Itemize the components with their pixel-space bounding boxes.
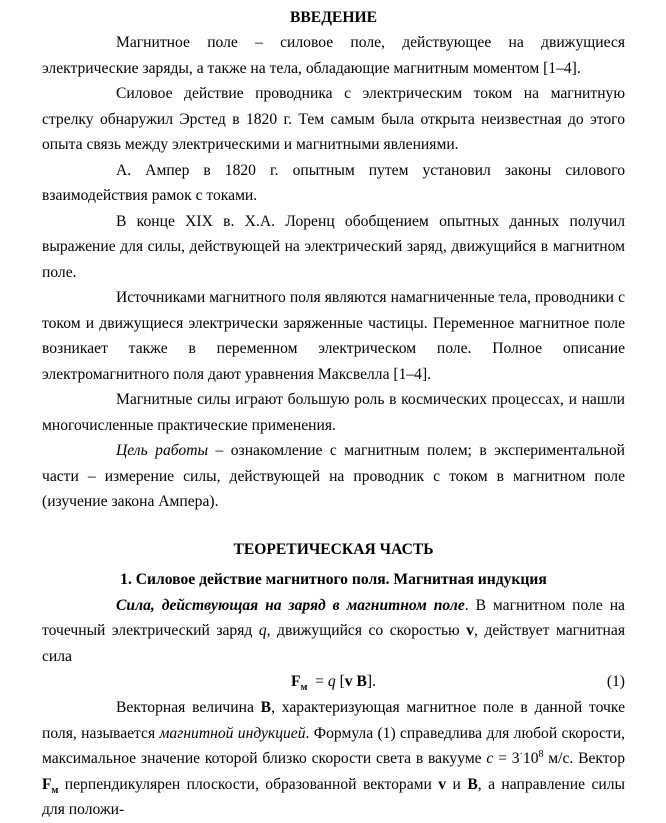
formula-1 [42, 669, 625, 695]
force-term: Сила, действующая на заряд в магнитном поле [116, 596, 465, 614]
theory-paragraph-2: Векторная величина B, характеризующая магнитное поле в данной точке поля, называется магнитной индукцией. Формула (1) справедлива для любой скорости, максимальное значение которой близко скорости света в вакууме $c = 3^\cdot 10^8$ м/с. Вектор $F_м$ перпендикулярен плоскости, образованной векторами v и B, а направление силы для положи- [42, 699, 626, 818]
intro-paragraph-goal [42, 438, 625, 515]
theory-paragraph-1: Сила, действующая на заряд в магнитном поле. В магнитном поле на точечный электрический заряд q, движущийся со скоростью v, действует магнитная сила [42, 596, 625, 665]
section-heading: 1. Силовое действие магнитного поля. Магнитная индукция [120, 570, 547, 588]
var-q: q [258, 622, 267, 639]
magnetic-induction-term: магнитной индукцией [159, 724, 306, 742]
intro-paragraph-6: Магнитные силы играют большую роль в космических процессах, и нашли многочисленные практические применения. [42, 391, 625, 434]
formula-expression: $F_м = q$ [v B]. [291, 673, 376, 694]
intro-paragraph-2: Силовое действие проводника с электрическим током на магнитную стрелку обнаружил Эрстед в 1820 г. Тем самым была открыта неизвестная до этого опыта связь между электрическими и магнитными явлениями. [42, 85, 625, 153]
intro-paragraph-3: А. Ампер в 1820 г. опытным путем установил законы силового взаимодействия рамок с токами. [42, 161, 625, 204]
theory-heading: ТЕОРЕТИЧЕСКАЯ ЧАСТЬ [233, 540, 434, 558]
goal-text: – ознакомление с магнитным полем; в экспериментальной части – измерение силы, действующей на проводник с током в магнитном поле (изучение закона Ампера). [42, 442, 625, 510]
intro-paragraph-1: Магнитное поле – силовое поле, действующее на движущиеся электрические заряды, а также на тела, обладающие магнитным моментом [1–4]. [42, 34, 625, 77]
var-v: v [466, 622, 474, 639]
intro-heading: ВВЕДЕНИЕ [290, 9, 377, 26]
formula-number: (1) [606, 673, 625, 690]
intro-paragraph-5: Источниками магнитного поля являются намагниченные тела, проводники с током и движущиеся электрически заряженные частицы. Переменное магнитное поле возникает также в переменном электрическом поле. Полное описание электромагнитного поля дают уравнения Максвелла [1–4]. [42, 289, 625, 383]
intro-paragraph-4: В конце XIX в. Х.А. Лоренц обобщением опытных данных получил выражение для силы, действующей на электрический заряд, движущийся в магнитном поле. [42, 212, 625, 281]
goal-label: Цель работы [116, 442, 209, 459]
document-page [42, 6, 625, 823]
